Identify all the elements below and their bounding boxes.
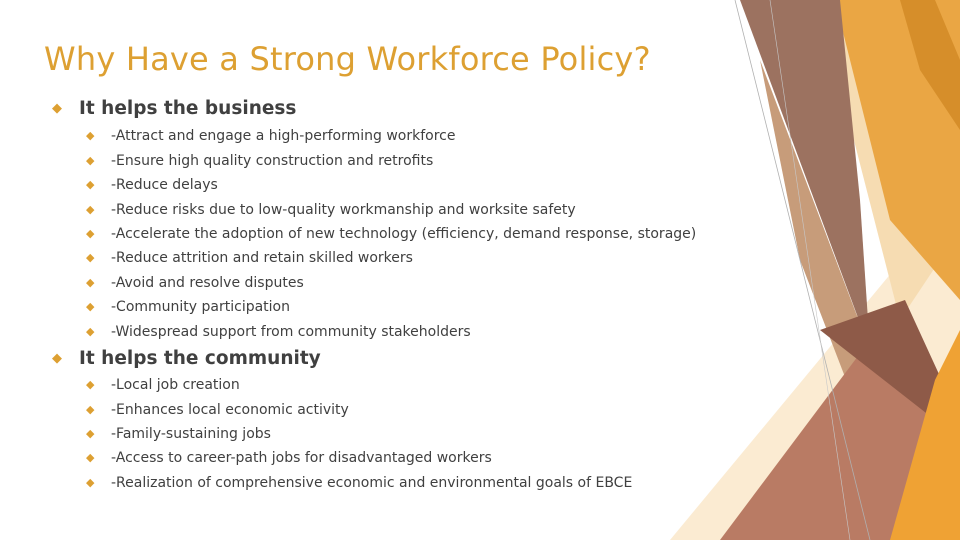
diamond-bullet-icon: ◆ — [86, 203, 95, 216]
section-heading-community: ◆ It helps the community — [52, 348, 321, 369]
diamond-bullet-icon: ◆ — [86, 427, 95, 440]
list-item: ◆ -Community participation — [86, 299, 290, 315]
list-item: ◆ -Avoid and resolve disputes — [86, 275, 304, 291]
list-item: ◆ -Access to career-path jobs for disadvantaged workers — [86, 450, 492, 466]
diamond-bullet-icon: ◆ — [86, 476, 95, 489]
diamond-bullet-icon: ◆ — [86, 276, 95, 289]
diamond-bullet-icon: ◆ — [86, 325, 95, 338]
diamond-bullet-icon: ◆ — [52, 101, 62, 116]
list-item: ◆ -Reduce delays — [86, 177, 218, 193]
list-item: ◆ -Ensure high quality construction and retrofits — [86, 153, 434, 169]
list-item: ◆ -Attract and engage a high-performing workforce — [86, 128, 456, 144]
list-item: ◆ -Enhances local economic activity — [86, 402, 349, 418]
diamond-bullet-icon: ◆ — [52, 351, 62, 366]
list-item: ◆ -Family-sustaining jobs — [86, 426, 271, 442]
diamond-bullet-icon: ◆ — [86, 178, 95, 191]
list-item: ◆ -Reduce risks due to low-quality workmanship and worksite safety — [86, 202, 576, 218]
diamond-bullet-icon: ◆ — [86, 154, 95, 167]
list-item: ◆ -Realization of comprehensive economic and environmental goals of EBCE — [86, 475, 633, 491]
diamond-bullet-icon: ◆ — [86, 403, 95, 416]
diamond-bullet-icon: ◆ — [86, 451, 95, 464]
diamond-bullet-icon: ◆ — [86, 227, 95, 240]
diamond-bullet-icon: ◆ — [86, 378, 95, 391]
diamond-bullet-icon: ◆ — [86, 129, 95, 142]
section-heading-business: ◆ It helps the business — [52, 98, 297, 119]
list-item: ◆ -Reduce attrition and retain skilled workers — [86, 250, 413, 266]
diamond-bullet-icon: ◆ — [86, 300, 95, 313]
list-item: ◆ -Local job creation — [86, 377, 240, 393]
list-item: ◆ -Widespread support from community stakeholders — [86, 324, 471, 340]
diamond-bullet-icon: ◆ — [86, 251, 95, 264]
list-item: ◆ -Accelerate the adoption of new technology (efficiency, demand response, storage) — [86, 226, 697, 242]
slide-title: Why Have a Strong Workforce Policy? — [44, 40, 651, 78]
